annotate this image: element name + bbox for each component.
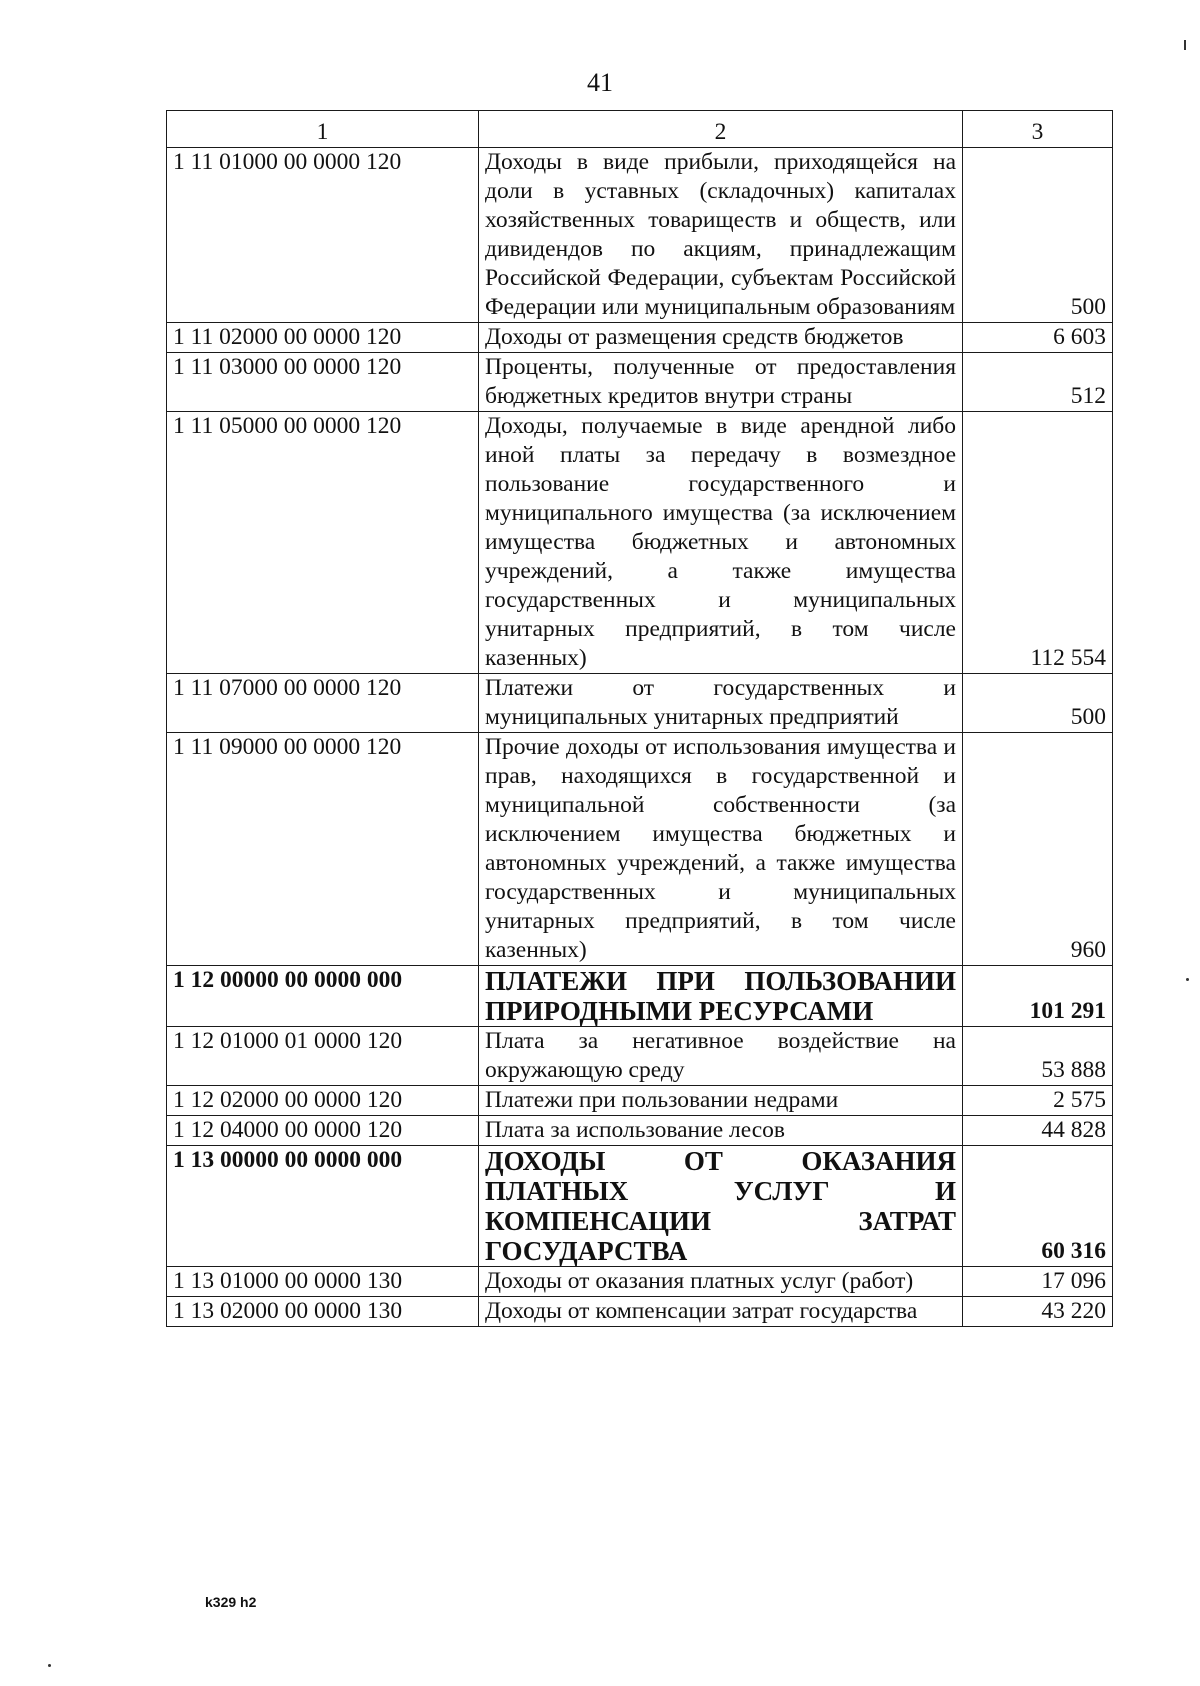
column-header-code: 1 (167, 111, 479, 148)
code-cell: 1 11 03000 00 0000 120 (167, 353, 479, 412)
name-cell: Доходы от размещения средств бюджетов (479, 323, 963, 353)
code-cell: 1 13 00000 00 0000 000 (167, 1146, 479, 1267)
name-cell: ПЛАТЕЖИ ПРИ ПОЛЬЗОВАНИИ ПРИРОДНЫМИ РЕСУРСАМИ (479, 966, 963, 1027)
code-cell: 1 13 02000 00 0000 130 (167, 1297, 479, 1327)
table-row (167, 674, 1113, 733)
table-row (167, 1116, 1113, 1146)
name-cell: ДОХОДЫ ОТ ОКАЗАНИЯ ПЛАТНЫХ УСЛУГ И КОМПЕНСАЦИИ ЗАТРАТ ГОСУДАРСТВА (479, 1146, 963, 1267)
amount-cell: 2 575 (963, 1086, 1113, 1116)
column-header-name: 2 (479, 111, 963, 148)
table-header-row (167, 111, 1113, 148)
amount-cell: 17 096 (963, 1267, 1113, 1297)
table-row (167, 1146, 1113, 1267)
scan-edge-mark (48, 1664, 51, 1667)
amount-cell: 112 554 (963, 412, 1113, 674)
scan-edge-mark (1184, 40, 1186, 50)
amount-cell: 500 (963, 674, 1113, 733)
code-cell: 1 11 07000 00 0000 120 (167, 674, 479, 733)
table-row (167, 733, 1113, 966)
name-cell: Прочие доходы от использования имущества и прав, находящихся в государственной и муниципальной собственности (за исключением имущества бюджетных и автономных учреждений, а также имущества государственных и муниципальных унитарных предприятий, в том числе казенных) (479, 733, 963, 966)
name-cell: Плата за негативное воздействие на окружающую среду (479, 1027, 963, 1086)
amount-cell: 101 291 (963, 966, 1113, 1027)
table-row (167, 353, 1113, 412)
table-row (167, 1086, 1113, 1116)
table-row (167, 1027, 1113, 1086)
name-cell: Доходы от компенсации затрат государства (479, 1297, 963, 1327)
code-cell: 1 12 04000 00 0000 120 (167, 1116, 479, 1146)
name-cell: Проценты, полученные от предоставления бюджетных кредитов внутри страны (479, 353, 963, 412)
name-cell: Доходы в виде прибыли, приходящейся на доли в уставных (складочных) капиталах хозяйственных товариществ и обществ, или дивидендов по акциям, принадлежащим Российской Федерации, субъектам Российской Федерации или муниципальным образованиям (479, 148, 963, 323)
document-id: k329 h2 (205, 1594, 257, 1610)
amount-cell: 43 220 (963, 1297, 1113, 1327)
amount-cell: 53 888 (963, 1027, 1113, 1086)
table-row (167, 1297, 1113, 1327)
code-cell: 1 11 02000 00 0000 120 (167, 323, 479, 353)
table-row (167, 323, 1113, 353)
amount-cell: 44 828 (963, 1116, 1113, 1146)
amount-cell: 60 316 (963, 1146, 1113, 1267)
code-cell: 1 12 01000 01 0000 120 (167, 1027, 479, 1086)
code-cell: 1 12 02000 00 0000 120 (167, 1086, 479, 1116)
code-cell: 1 13 01000 00 0000 130 (167, 1267, 479, 1297)
code-cell: 1 11 09000 00 0000 120 (167, 733, 479, 966)
table-row (167, 1267, 1113, 1297)
column-header-amount: 3 (963, 111, 1113, 148)
amount-cell: 500 (963, 148, 1113, 323)
amount-cell: 960 (963, 733, 1113, 966)
code-cell: 1 11 05000 00 0000 120 (167, 412, 479, 674)
scan-edge-mark (1186, 978, 1189, 981)
table-row (167, 148, 1113, 323)
code-cell: 1 12 00000 00 0000 000 (167, 966, 479, 1027)
page-number: 41 (587, 68, 613, 97)
name-cell: Платежи при пользовании недрами (479, 1086, 963, 1116)
amount-cell: 512 (963, 353, 1113, 412)
table-row (167, 966, 1113, 1027)
table-row (167, 412, 1113, 674)
budget-revenue-table (166, 110, 1113, 1327)
name-cell: Платежи от государственных и муниципальных унитарных предприятий (479, 674, 963, 733)
name-cell: Плата за использование лесов (479, 1116, 963, 1146)
name-cell: Доходы от оказания платных услуг (работ) (479, 1267, 963, 1297)
name-cell: Доходы, получаемые в виде арендной либо иной платы за передачу в возмездное пользование государственного и муниципального имущества (за исключением имущества бюджетных и автономных учреждений, а также имущества государственных и муниципальных унитарных предприятий, в том числе казенных) (479, 412, 963, 674)
code-cell: 1 11 01000 00 0000 120 (167, 148, 479, 323)
amount-cell: 6 603 (963, 323, 1113, 353)
